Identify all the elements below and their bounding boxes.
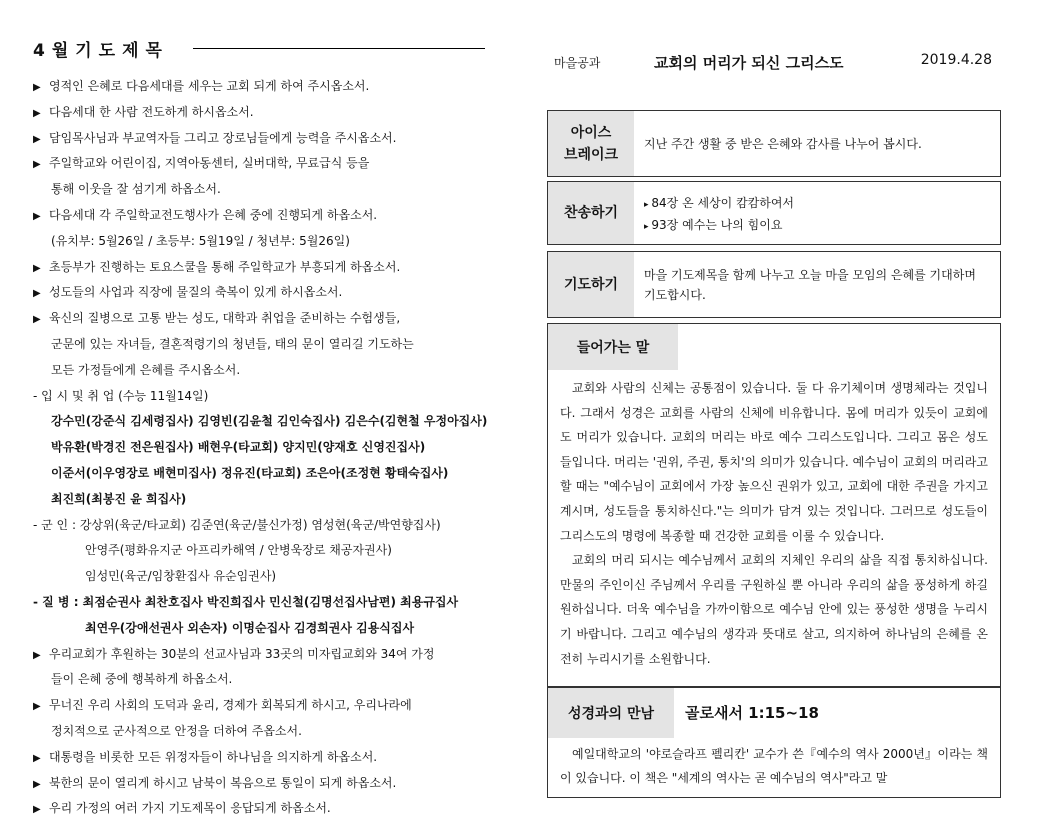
prayer-label: 기도하기 xyxy=(548,252,634,317)
list-item: ▶ 북한의 문이 열리게 하시고 남북이 복음으로 통일이 되게 하옵소서. xyxy=(33,771,473,797)
entrance-names: 최진희(최봉진 윤 희집사) xyxy=(51,491,187,506)
bullet-icon: ▶ xyxy=(33,133,41,145)
bullet-icon: ▸ xyxy=(644,200,652,210)
intro-paragraph: 교회와 사람의 신체는 공통점이 있습니다. 둘 다 유기체이며 생명체라는 것입니다. 그래서 성경은 교회를 사람의 신체에 비유합니다. 몸에 머리가 있듯이 교회에도 머리가 있습니다. 교회의 머리는 바로 예수 그리스도입니다. 그리고 몸은 성도들입니다. 머리는 '권위, 주권, 통치'의 의미가 있습니다. 예수님이 교회의 머리라고 할 때는 "예수님이 교회에서 가장 높으신 권위가 있고, 교회에 대한 주권을 가지고 계시며, 성도들을 통치하신다."는 의미가 담겨 있는 것입니다. 그러므로 성도들이 그리스도의 명령에 복종할 때 건강한 교회를 이룰 수 있습니다. xyxy=(560,381,988,543)
list-item-continuation: 들이 은혜 중에 행복하게 하옵소서. xyxy=(51,672,233,687)
bible-label: 성경과의 만남 xyxy=(548,688,674,738)
list-item: ▶ 우리 가정의 여러 가지 기도제목이 응답되게 하옵소서. xyxy=(33,796,473,822)
lesson-header xyxy=(548,50,1000,76)
hymn-box xyxy=(547,181,1001,245)
list-item: ▶ 주일학교와 어린이집, 지역아동센터, 실버대학, 무료급식 등을 xyxy=(33,151,473,177)
list-item-continuation: 정치적으로 군사적으로 안정을 더하여 주옵소서. xyxy=(51,723,302,738)
prayer-topics-list xyxy=(33,74,488,822)
list-item: ▶ 영적인 은혜로 다음세대를 세우는 교회 되게 하여 주시옵소서. xyxy=(33,74,473,100)
prayer-topics-header xyxy=(33,36,488,62)
intro-body xyxy=(560,376,988,671)
bullet-icon: ▶ xyxy=(33,159,41,171)
hymn-item: ▸ 84장 온 세상이 캄캄하여서 xyxy=(644,196,795,210)
list-item: ▶ 초등부가 진행하는 토요스쿨을 통해 주일학교가 부흥되게 하옵소서. xyxy=(33,255,473,281)
bullet-icon: ▶ xyxy=(33,752,41,764)
entrance-names: 강수민(강준식 김세령집사) 김영빈(김윤철 김인숙집사) 김은수(김현철 우정아집사) xyxy=(51,414,488,429)
prayer-box xyxy=(547,251,1001,318)
bible-body: 예일대학교의 '야로슬라프 펠리칸' 교수가 쓴『예수의 역사 2000년』이라는 책이 있습니다. 이 책은 "세계의 역사는 곧 예수님의 역사"라고 말 xyxy=(560,747,988,785)
list-item: ▶ 무너진 우리 사회의 도덕과 윤리, 경제가 회복되게 하시고, 우리나라에 xyxy=(33,693,473,719)
title-rule xyxy=(193,48,485,49)
lesson-tag: 마을공과 xyxy=(554,56,601,70)
bullet-icon: ▶ xyxy=(33,778,41,790)
list-item-continuation: 군문에 있는 자녀들, 결혼적령기의 청년들, 태의 문이 열리길 기도하는 xyxy=(51,336,414,351)
illness-label: - 질 병 : 최점순권사 최찬호집사 박진희집사 민신철(김명선집사남편) 최용규집사 xyxy=(33,594,459,609)
intro-paragraph: 교회의 머리 되시는 예수님께서 교회의 지체인 우리의 삶을 직접 통치하십니다. 만물의 주인이신 주님께서 우리를 구원하실 뿐 아니라 우리의 삶을 풍성하게 하길 원하십니다. 더욱 예수님을 가까이함으로 예수님 안에 있는 풍성한 생명을 누리시기 바랍니다. 그리고 예수님의 생각과 뜻대로 살고, 의지하여 하나님의 은혜를 온전히 누리시기를 소원합니다. xyxy=(560,553,988,666)
intro-label: 들어가는 말 xyxy=(548,324,678,370)
icebreak-text: 지난 주간 생활 중 받은 은혜와 감사를 나누어 봅시다. xyxy=(644,137,922,151)
list-item-continuation: 통해 이웃을 잘 섬기게 하옵소서. xyxy=(51,182,221,197)
icebreak-label: 아이스 브레이크 xyxy=(548,111,634,176)
icebreak-box xyxy=(547,110,1001,177)
list-item: ▶ 담임목사님과 부교역자들 그리고 장로님들에게 능력을 주시옵소서. xyxy=(33,126,473,152)
bullet-icon: ▶ xyxy=(33,701,41,713)
bullet-icon: ▶ xyxy=(33,107,41,119)
hymn-list xyxy=(644,193,990,237)
hymn-label: 찬송하기 xyxy=(548,182,634,244)
bullet-icon: ▶ xyxy=(33,314,41,326)
bullet-icon: ▶ xyxy=(33,649,41,661)
lesson-title: 교회의 머리가 되신 그리스도 xyxy=(654,54,844,72)
list-item: ▶ 다음세대 각 주일학교전도행사가 은혜 중에 진행되게 하옵소서. xyxy=(33,203,473,229)
military-label: - 군 인 : 강상위(육군/타교회) 김준연(육군/불신가정) 염성현(육군/박연향집사) xyxy=(33,517,441,532)
list-item: ▶ 육신의 질병으로 고통 받는 성도, 대학과 취업을 준비하는 수험생들, xyxy=(33,306,473,332)
prayer-topics-title: 4월기도제목 xyxy=(33,41,169,61)
hymn-item: ▸ 93장 예수는 나의 힘이요 xyxy=(644,218,783,232)
intro-box xyxy=(547,323,1001,687)
bullet-icon: ▶ xyxy=(33,804,41,816)
bullet-icon: ▶ xyxy=(33,262,41,274)
bullet-icon: ▸ xyxy=(644,222,652,232)
prayer-text: 마을 기도제목을 함께 나누고 오늘 마을 모임의 은혜를 기대하며 기도합시다. xyxy=(644,268,976,302)
entrance-label: - 입 시 및 취 업 (수능 11월14일) xyxy=(33,388,209,403)
entrance-names: 박유환(박경진 전은원집사) 배현우(타교회) 양지민(양재호 신영진집사) xyxy=(51,440,426,455)
list-item: ▶ 우리교회가 후원하는 30분의 선교사님과 33곳의 미자립교회와 34여 가정 xyxy=(33,642,473,668)
lesson-date: 2019.4.28 xyxy=(920,52,992,68)
list-item: ▶ 성도들의 사업과 직장에 물질의 축복이 있게 하시옵소서. xyxy=(33,280,473,306)
bible-box xyxy=(547,687,1001,798)
list-item: ▶ 다음세대 한 사람 전도하게 하시옵소서. xyxy=(33,100,473,126)
military-names: 임성민(육군/임창환집사 유순임권사) xyxy=(85,569,277,584)
entrance-names: 이준서(이우영장로 배현미집사) 정유진(타교회) 조은아(조정현 황태숙집사) xyxy=(51,465,449,480)
bullet-icon: ▶ xyxy=(33,288,41,300)
bible-reference: 골로새서 1:15~18 xyxy=(685,704,819,722)
list-item: ▶ 대통령을 비롯한 모든 위정자들이 하나님을 의지하게 하옵소서. xyxy=(33,745,473,771)
list-item-continuation: (유치부: 5월26일 / 초등부: 5월19일 / 청년부: 5월26일) xyxy=(51,233,350,248)
bullet-icon: ▶ xyxy=(33,210,41,222)
illness-names: 최연우(강애선권사 외손자) 이명순집사 김경희권사 김용식집사 xyxy=(85,620,415,635)
military-names: 안영주(평화유지군 아프리카해역 / 안병욱장로 채공자권사) xyxy=(85,543,392,558)
list-item-continuation: 모든 가정들에게 은혜를 주시옵소서. xyxy=(51,362,241,377)
bullet-icon: ▶ xyxy=(33,82,41,93)
